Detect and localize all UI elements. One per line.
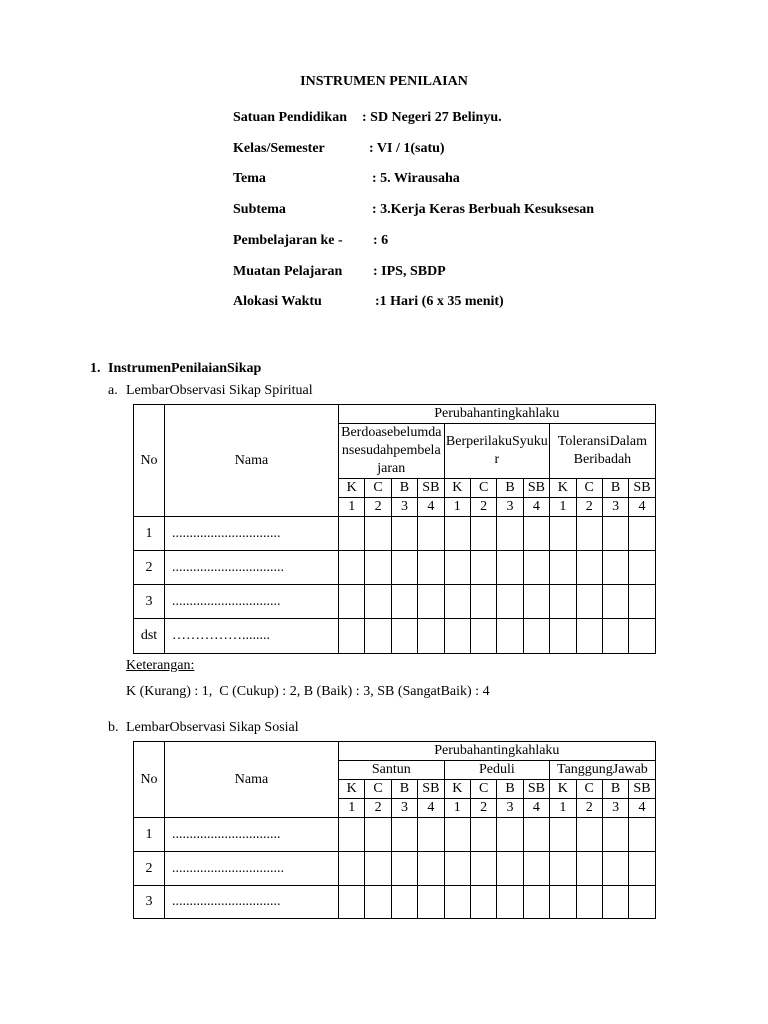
scale-label-cell: K <box>339 780 365 799</box>
scale-label-cell: SB <box>523 780 549 799</box>
legend-text: K (Kurang) : 1, C (Cukup) : 2, B (Baik) : 3, SB (SangatBaik) : 4 <box>126 684 490 699</box>
score-cell <box>523 818 549 852</box>
score-cell <box>391 818 417 852</box>
scale-label-cell: B <box>497 479 523 498</box>
row-number: 1 <box>134 517 165 551</box>
info-label: Alokasi Waktu <box>233 294 322 309</box>
score-cell <box>418 551 444 585</box>
scale-label-cell: SB <box>418 479 444 498</box>
spiritual-observation-table <box>133 404 656 654</box>
score-cell <box>523 551 549 585</box>
score-cell <box>523 585 549 619</box>
info-value: : 6 <box>373 233 389 248</box>
section-number: 1. <box>90 361 101 376</box>
info-value: : 5. Wirausaha <box>372 171 460 186</box>
aspect-header: Santun <box>339 761 445 780</box>
score-cell <box>629 818 655 852</box>
scale-label-cell: B <box>391 780 417 799</box>
score-cell <box>576 585 602 619</box>
scale-value-cell: 1 <box>339 498 365 517</box>
scale-value-cell: 3 <box>391 799 417 818</box>
subsection-letter: a. <box>108 383 118 398</box>
score-cell <box>365 551 391 585</box>
score-cell <box>497 619 523 654</box>
scale-value-cell: 3 <box>497 498 523 517</box>
score-cell <box>365 818 391 852</box>
info-value: : 3.Kerja Keras Berbuah Kesuksesan <box>372 202 595 217</box>
score-cell <box>339 818 365 852</box>
table-row <box>134 585 656 619</box>
scale-value-cell: 4 <box>418 498 444 517</box>
student-name-field: ……………........ <box>165 619 339 654</box>
scale-value-cell: 4 <box>418 799 444 818</box>
score-cell <box>391 886 417 919</box>
score-cell <box>444 886 470 919</box>
scale-label-cell: K <box>550 780 576 799</box>
scale-label-cell: SB <box>418 780 444 799</box>
score-cell <box>470 619 496 654</box>
aspect-header: Berdoasebelumdansesudahpembelajaran <box>339 424 445 479</box>
score-cell <box>444 619 470 654</box>
score-cell <box>576 551 602 585</box>
scale-label-cell: K <box>339 479 365 498</box>
score-cell <box>602 551 628 585</box>
score-cell <box>523 517 549 551</box>
score-cell <box>470 517 496 551</box>
info-row-school <box>0 109 768 127</box>
score-cell <box>497 818 523 852</box>
score-cell <box>550 585 576 619</box>
table-row <box>134 818 656 852</box>
scale-value-cell: 2 <box>365 799 391 818</box>
scale-label-cell: K <box>444 479 470 498</box>
row-number: 1 <box>134 818 165 852</box>
score-cell <box>576 619 602 654</box>
scale-label-cell: K <box>444 780 470 799</box>
table-row <box>134 886 656 919</box>
row-number: 2 <box>134 551 165 585</box>
scale-value-cell: 3 <box>602 799 628 818</box>
score-cell <box>391 585 417 619</box>
behavior-change-header: Perubahantingkahlaku <box>339 405 656 424</box>
score-cell <box>602 619 628 654</box>
score-cell <box>497 886 523 919</box>
student-name-field: ............................... <box>165 585 339 619</box>
scale-value-cell: 3 <box>391 498 417 517</box>
score-cell <box>444 852 470 886</box>
scale-label-cell: SB <box>629 479 655 498</box>
score-cell <box>418 619 444 654</box>
student-name-field: ............................... <box>165 818 339 852</box>
score-cell <box>339 551 365 585</box>
info-value: : IPS, SBDP <box>373 264 446 279</box>
score-cell <box>576 818 602 852</box>
info-label: Pembelajaran ke - <box>233 233 343 248</box>
score-cell <box>391 551 417 585</box>
info-label: Satuan Pendidikan <box>233 110 347 125</box>
score-cell <box>339 585 365 619</box>
aspect-header: BerperilakuSyukur <box>444 424 550 479</box>
info-label: Muatan Pelajaran <box>233 264 343 279</box>
row-number: 3 <box>134 886 165 919</box>
score-cell <box>576 517 602 551</box>
scale-value-cell: 2 <box>576 799 602 818</box>
score-cell <box>602 517 628 551</box>
score-cell <box>444 585 470 619</box>
scale-value-cell: 2 <box>470 498 496 517</box>
section-title: InstrumenPenilaianSikap <box>108 361 262 376</box>
score-cell <box>629 551 655 585</box>
info-value: : VI / 1(satu) <box>369 141 445 156</box>
scale-value-cell: 1 <box>550 498 576 517</box>
score-cell <box>576 886 602 919</box>
scale-label-cell: B <box>602 479 628 498</box>
score-cell <box>629 619 655 654</box>
scale-value-cell: 1 <box>339 799 365 818</box>
score-cell <box>418 886 444 919</box>
row-number: dst <box>134 619 165 654</box>
score-cell <box>497 551 523 585</box>
info-row-lesson <box>0 232 768 250</box>
row-number: 2 <box>134 852 165 886</box>
table-row <box>134 619 656 654</box>
info-label: Kelas/Semester <box>233 141 325 156</box>
scale-label-cell: B <box>497 780 523 799</box>
student-name-field: ............................... <box>165 886 339 919</box>
document-title: INSTRUMEN PENILAIAN <box>300 74 468 89</box>
score-cell <box>339 619 365 654</box>
info-row-class <box>0 140 768 158</box>
scale-value-cell: 2 <box>470 799 496 818</box>
score-cell <box>470 818 496 852</box>
score-cell <box>391 852 417 886</box>
student-name-field: ............................... <box>165 517 339 551</box>
student-name-field: ................................ <box>165 852 339 886</box>
info-label: Tema <box>233 171 266 186</box>
score-cell <box>444 818 470 852</box>
info-row-theme <box>0 170 768 188</box>
score-cell <box>550 886 576 919</box>
score-cell <box>602 585 628 619</box>
aspect-header: ToleransiDalam Beribadah <box>550 424 656 479</box>
subsection-title: LembarObservasi Sikap Sosial <box>126 720 299 735</box>
scale-value-cell: 2 <box>576 498 602 517</box>
scale-value-cell: 4 <box>629 799 655 818</box>
score-cell <box>365 585 391 619</box>
scale-label-cell: C <box>576 479 602 498</box>
table-row <box>134 551 656 585</box>
aspect-header: Peduli <box>444 761 550 780</box>
name-column-header: Nama <box>165 405 339 517</box>
info-row-time <box>0 293 768 311</box>
score-cell <box>497 585 523 619</box>
no-column-header: No <box>134 405 165 517</box>
score-cell <box>339 886 365 919</box>
scale-value-cell: 4 <box>523 498 549 517</box>
scale-label-cell: SB <box>523 479 549 498</box>
score-cell <box>470 886 496 919</box>
subsection-letter: b. <box>108 720 119 735</box>
info-row-subjects <box>0 263 768 281</box>
scale-label-cell: C <box>365 780 391 799</box>
score-cell <box>550 551 576 585</box>
legend-label: Keterangan: <box>126 658 195 673</box>
row-number: 3 <box>134 585 165 619</box>
subsection-title: LembarObservasi Sikap Spiritual <box>126 383 313 398</box>
scale-value-cell: 2 <box>365 498 391 517</box>
score-cell <box>629 886 655 919</box>
score-cell <box>497 517 523 551</box>
no-column-header: No <box>134 742 165 818</box>
scale-value-cell: 4 <box>523 799 549 818</box>
score-cell <box>550 852 576 886</box>
score-cell <box>550 517 576 551</box>
score-cell <box>365 619 391 654</box>
score-cell <box>602 852 628 886</box>
scale-value-cell: 4 <box>629 498 655 517</box>
aspect-header: TanggungJawab <box>550 761 656 780</box>
score-cell <box>365 886 391 919</box>
scale-label-cell: K <box>550 479 576 498</box>
scale-label-cell: B <box>602 780 628 799</box>
score-cell <box>629 585 655 619</box>
scale-value-cell: 3 <box>497 799 523 818</box>
scale-label-cell: C <box>470 479 496 498</box>
social-observation-table <box>133 741 656 919</box>
score-cell <box>523 886 549 919</box>
score-cell <box>418 852 444 886</box>
score-cell <box>497 852 523 886</box>
score-cell <box>550 619 576 654</box>
score-cell <box>339 852 365 886</box>
score-cell <box>418 517 444 551</box>
scale-value-cell: 3 <box>602 498 628 517</box>
info-value: :1 Hari (6 x 35 menit) <box>375 294 504 309</box>
score-cell <box>470 551 496 585</box>
table-row <box>134 517 656 551</box>
score-cell <box>523 852 549 886</box>
info-value: : SD Negeri 27 Belinyu. <box>362 110 502 125</box>
info-row-subtheme <box>0 201 768 219</box>
scale-value-cell: 1 <box>444 498 470 517</box>
score-cell <box>550 818 576 852</box>
score-cell <box>391 517 417 551</box>
table-row <box>134 852 656 886</box>
score-cell <box>365 852 391 886</box>
score-cell <box>523 619 549 654</box>
score-cell <box>602 886 628 919</box>
scale-label-cell: C <box>576 780 602 799</box>
score-cell <box>470 585 496 619</box>
score-cell <box>629 852 655 886</box>
score-cell <box>629 517 655 551</box>
scale-label-cell: B <box>391 479 417 498</box>
behavior-change-header: Perubahantingkahlaku <box>339 742 656 761</box>
scale-value-cell: 1 <box>550 799 576 818</box>
score-cell <box>391 619 417 654</box>
score-cell <box>470 852 496 886</box>
scale-label-cell: C <box>470 780 496 799</box>
score-cell <box>576 852 602 886</box>
student-name-field: ................................ <box>165 551 339 585</box>
score-cell <box>444 517 470 551</box>
score-cell <box>602 818 628 852</box>
scale-label-cell: SB <box>629 780 655 799</box>
score-cell <box>418 585 444 619</box>
score-cell <box>365 517 391 551</box>
score-cell <box>339 517 365 551</box>
scale-label-cell: C <box>365 479 391 498</box>
scale-value-cell: 1 <box>444 799 470 818</box>
info-label: Subtema <box>233 202 286 217</box>
name-column-header: Nama <box>165 742 339 818</box>
score-cell <box>444 551 470 585</box>
score-cell <box>418 818 444 852</box>
